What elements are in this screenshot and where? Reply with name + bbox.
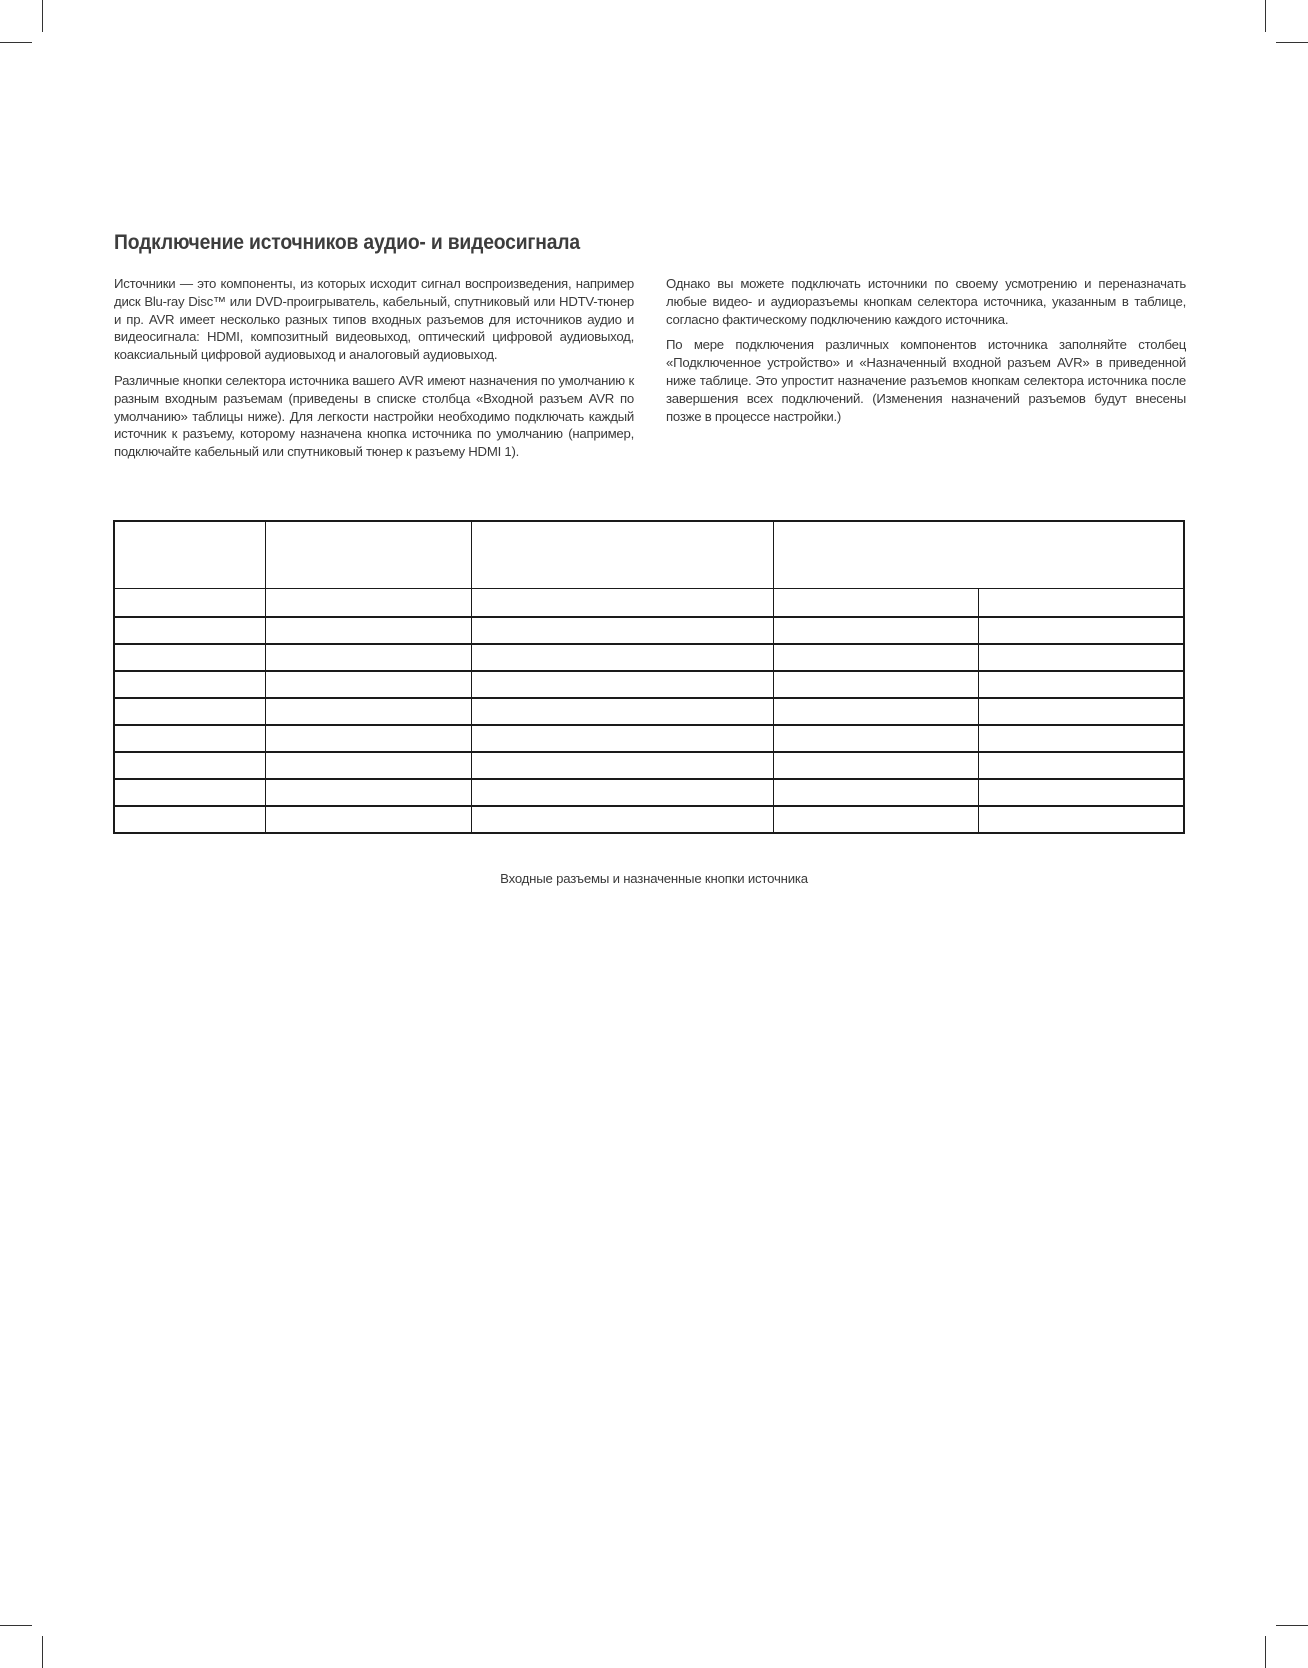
table-cell [266,589,472,618]
table-cell [114,589,266,618]
table-cell [774,752,979,779]
table-row [114,725,1184,752]
table-cell [114,779,266,806]
table-cell [978,644,1184,671]
table-cell [978,752,1184,779]
table-cell [114,644,266,671]
table-header-row [114,521,1184,589]
input-assignment-table [113,520,1185,834]
table-cell [114,725,266,752]
table-row [114,779,1184,806]
crop-mark-bottom-right-vertical [1265,1636,1266,1668]
page-title: Подключение источников аудио- и видеосигнала [114,231,580,254]
table-cell [471,806,773,833]
table-cell [266,752,472,779]
table-cell [774,617,979,644]
table-cell [774,671,979,698]
table-row [114,617,1184,644]
table-cell [471,698,773,725]
table-cell [471,725,773,752]
table-header-cell [471,521,773,589]
crop-mark-bottom-right-horizontal [1276,1625,1308,1626]
table-cell [978,698,1184,725]
right-paragraph-1: Однако вы можете подключать источники по своему усмотрению и переназначать любые видео- и аудиоразъемы кнопкам селектора источника, указанным в таблице, согласно фактическому подключению каждого источника. [666,276,1186,327]
table-cell [471,617,773,644]
table-cell [114,617,266,644]
table-cell [471,671,773,698]
table-cell [774,698,979,725]
right-paragraph-2: По мере подключения различных компонентов источника заполняйте столбец «Подключенное устройство» и «Назначенный входной разъем AVR» в приведенной ниже таблице. Это упростит назначение разъемов кнопкам селектора источника после завершения всех подключений. (Изменения назначений разъемов будут внесены позже в процессе настройки.) [666,337,1186,424]
table-cell [978,671,1184,698]
crop-mark-top-left-vertical [42,0,43,32]
table-row [114,752,1184,779]
left-text-column [114,275,634,469]
table-cell [266,806,472,833]
table-row [114,698,1184,725]
table-cell [266,698,472,725]
table-cell [471,644,773,671]
table-cell [978,806,1184,833]
table-caption: Входные разъемы и назначенные кнопки источника [500,871,808,886]
table-cell [114,671,266,698]
table-header-cell [774,521,1184,589]
table-header-cell [114,521,266,589]
left-paragraph-2: Различные кнопки селектора источника вашего AVR имеют назначения по умолчанию к разным входным разъемам (приведены в списке столбца «Входной разъем AVR по умолчанию» таблицы ниже). Для легкости настройки необходимо подключать каждый источник к разъему, которому назначена кнопка источника по умолчанию (например, подключайте кабельный или спутниковый тюнер к разъему HDMI 1). [114,372,634,460]
crop-mark-top-right-vertical [1265,0,1266,32]
table-cell [266,644,472,671]
table-cell [266,671,472,698]
table-subheader-row [114,589,1184,618]
table-cell [774,806,979,833]
crop-mark-bottom-left-horizontal [0,1625,32,1626]
table-cell [978,725,1184,752]
crop-mark-top-right-horizontal [1276,42,1308,43]
table-cell [978,589,1184,618]
table-cell [114,806,266,833]
table-cell [471,752,773,779]
crop-mark-top-left-horizontal [0,42,32,43]
table-cell [774,779,979,806]
table-cell [471,589,773,618]
right-text-column [666,275,1186,433]
table-cell [774,589,979,618]
table-row [114,644,1184,671]
table-header-cell [266,521,472,589]
table-row [114,671,1184,698]
left-paragraph-1: Источники — это компоненты, из которых исходит сигнал воспроизведения, например диск Blu-ray Disc™ или DVD-проигрыватель, кабельный, спутниковый или HDTV-тюнер и пр. AVR имеет несколько разных типов входных разъемов для источников аудио и видеосигнала: HDMI, композитный видеовыход, оптический цифровой аудиовыход, коаксиальный цифровой аудиовыход и аналоговый аудиовыход. [114,276,634,363]
table-cell [978,779,1184,806]
table-cell [266,617,472,644]
table-cell [114,698,266,725]
table-cell [774,644,979,671]
table-cell [114,752,266,779]
table-cell [471,779,773,806]
crop-mark-bottom-left-vertical [42,1636,43,1668]
table-cell [266,779,472,806]
table-row [114,806,1184,833]
table-cell [266,725,472,752]
table-cell [774,725,979,752]
table-cell [978,617,1184,644]
